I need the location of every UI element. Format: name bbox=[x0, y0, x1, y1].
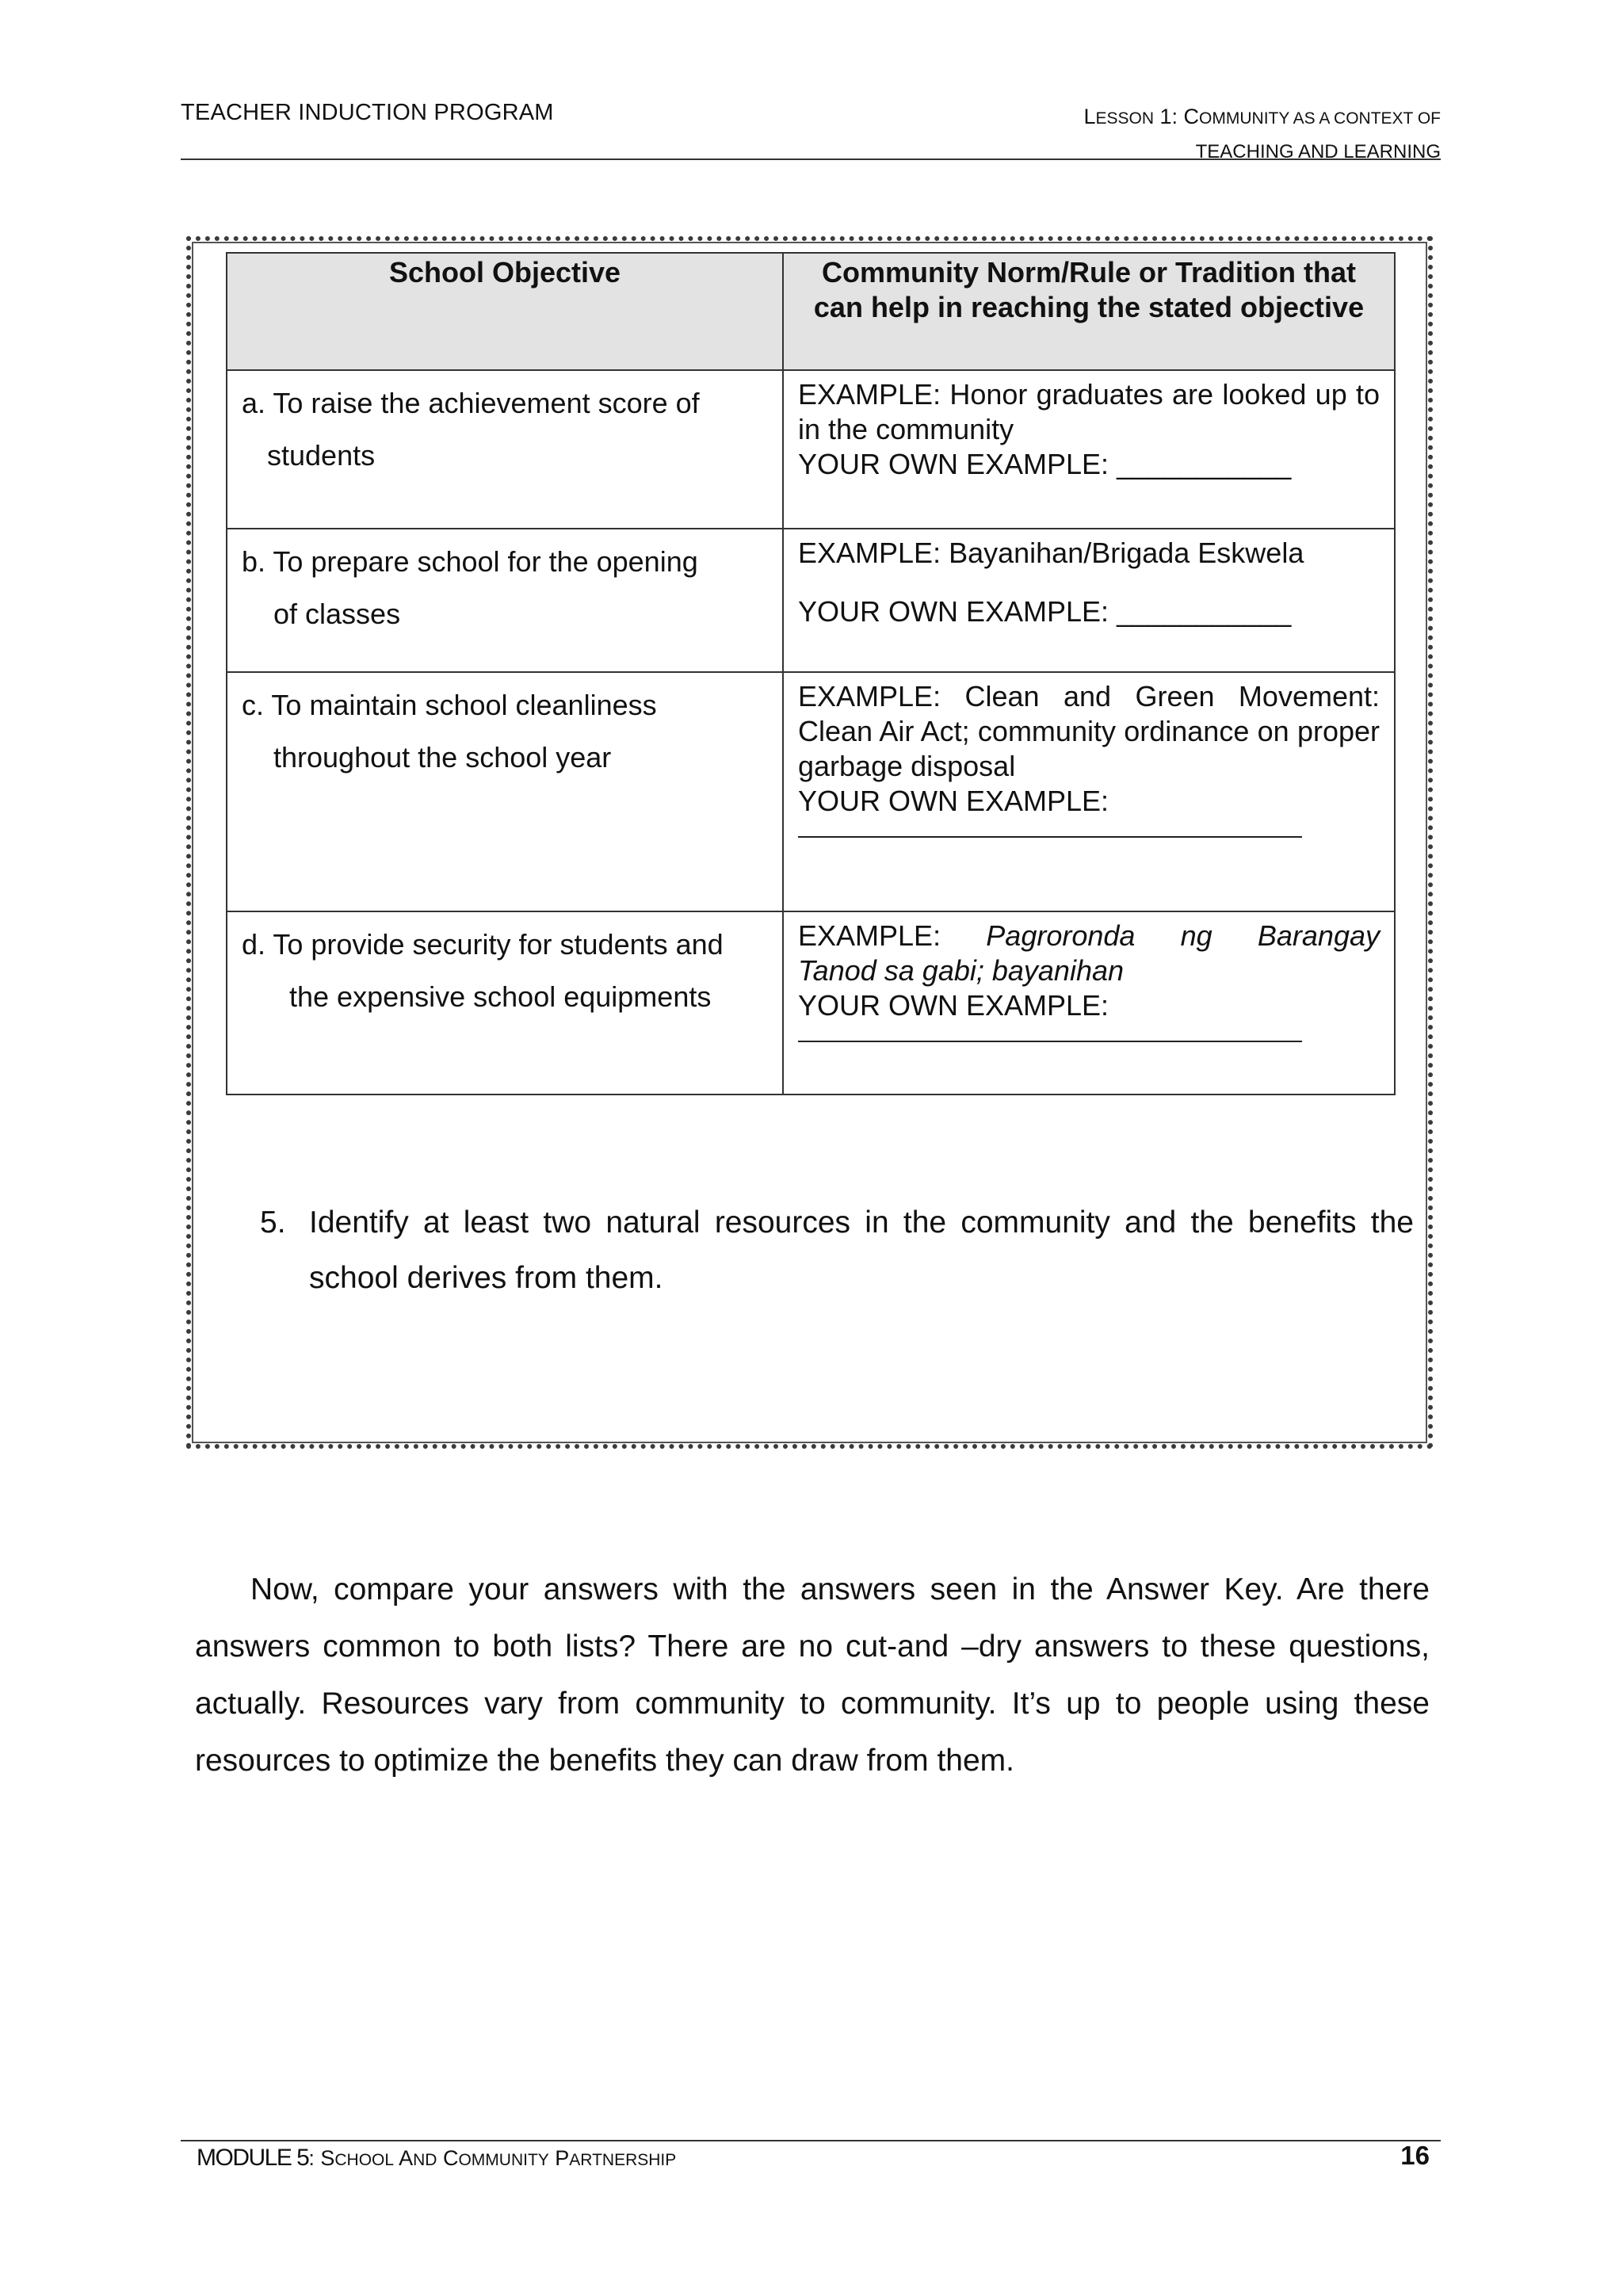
answer-blank bbox=[798, 830, 1302, 838]
objective-cell: c. To maintain school cleanliness throughout the school year bbox=[227, 672, 783, 911]
footer-rule bbox=[181, 2140, 1441, 2141]
lesson-title: LESSON 1: COMMUNITY AS A CONTEXT OF TEACHING AND LEARNING bbox=[1083, 105, 1441, 162]
question-5 bbox=[260, 1195, 1414, 1306]
table-header-row bbox=[227, 253, 1395, 370]
table-row bbox=[227, 529, 1395, 672]
body-paragraph: Now, compare your answers with the answers seen in the Answer Key. Are there answers common to both lists? There are no cut-and –dry answers to these questions, actually. Resources vary from community to community. It’s up to people using these resources to optimize the benefits they can draw from them. bbox=[195, 1572, 1430, 1778]
table-row bbox=[227, 911, 1395, 1095]
question-number: 5. bbox=[260, 1205, 286, 1240]
example-cell: EXAMPLE: Clean and Green Movement: Clean Air Act; community ordinance on proper garbage disposal YOUR OWN EXAMPLE: bbox=[783, 672, 1395, 911]
module-title: MODULE 5: SCHOOL AND COMMUNITY PARTNERSHIP bbox=[197, 2145, 677, 2171]
program-title: TEACHER INDUCTION PROGRAM bbox=[181, 100, 554, 125]
header-rule bbox=[181, 159, 1441, 160]
example-cell: EXAMPLE: Bayanihan/Brigada Eskwela YOUR OWN EXAMPLE: ___________ bbox=[783, 529, 1395, 672]
column-header-community-norm: Community Norm/Rule or Tradition that can help in reaching the stated objective bbox=[783, 253, 1395, 370]
example-cell: EXAMPLE: Honor graduates are looked up to in the community YOUR OWN EXAMPLE: ___________ bbox=[783, 370, 1395, 529]
objective-cell: d. To provide security for students and the expensive school equipments bbox=[227, 911, 783, 1095]
example-cell: EXAMPLE: Pagroronda ng Barangay Tanod sa gabi; bayanihan YOUR OWN EXAMPLE: bbox=[783, 911, 1395, 1095]
answer-blank bbox=[798, 1034, 1302, 1042]
objective-cell: b. To prepare school for the opening of classes bbox=[227, 529, 783, 672]
objectives-table bbox=[226, 252, 1396, 1095]
question-text: Identify at least two natural resources in the community and the benefits the school derives from them. bbox=[309, 1205, 1414, 1295]
table-row bbox=[227, 672, 1395, 911]
table-row bbox=[227, 370, 1395, 529]
objective-cell: a. To raise the achievement score of students bbox=[227, 370, 783, 529]
page-number: 16 bbox=[1400, 2141, 1430, 2170]
column-header-objective: School Objective bbox=[227, 253, 783, 370]
